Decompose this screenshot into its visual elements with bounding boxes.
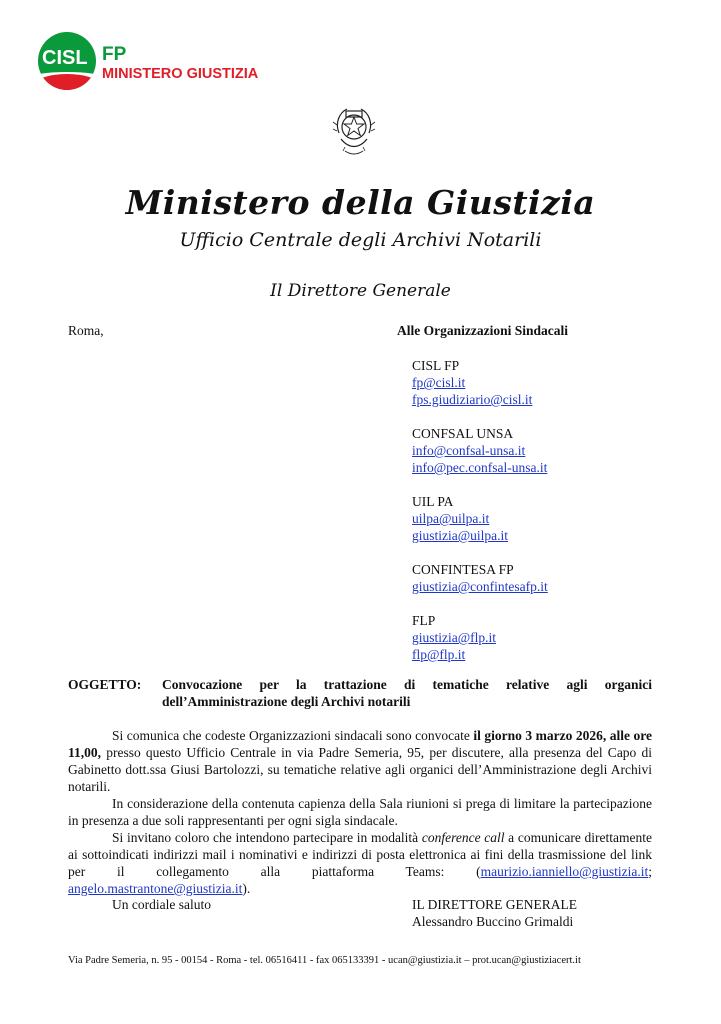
body-paragraph-3	[68, 829, 652, 897]
recipients-heading: Alle Organizzazioni Sindacali	[397, 323, 568, 338]
body-paragraph-2: In considerazione della contenuta capienza della Sala riunioni si prega di limitare la partecipazione in presenza a due soli rappresentanti per ogni sigla sindacale.	[68, 796, 652, 828]
recipient-name: CONFINTESA FP	[412, 562, 514, 577]
email-link-mastrantone[interactable]: angelo.mastrantone@giustizia.it	[68, 881, 243, 896]
recipient-name: CISL FP	[412, 358, 460, 373]
paragraph-text: Si comunica che codeste Organizzazioni sindacali sono convocate	[112, 728, 474, 743]
footer-contacts: Via Padre Semeria, n. 95 - 00154 - Roma - tel. 06516411 - fax 065133391 - ucan@giustizia.it – prot.ucan@giustiziacert.it	[68, 955, 581, 966]
recipient-email-link[interactable]: flp@flp.it	[412, 647, 466, 662]
recipient-email-link[interactable]: fp@cisl.it	[412, 375, 466, 390]
conference-call-text: conference call	[421, 830, 505, 845]
cisl-fp-logo	[38, 32, 268, 92]
signature-name: Alessandro Buccino Grimaldi	[412, 914, 574, 929]
paragraph-text: a comunicare direttamente ai sottoindicati indirizzi mail i nominativi e indirizzi di posta elettronica ai fini della trasmissione del link per il collegamento alla piattaforma Teams: (	[68, 830, 652, 879]
recipient-email-link[interactable]: uilpa@uilpa.it	[412, 511, 490, 526]
paragraph-text: Si invitano coloro che intendono partecipare in modalità	[112, 830, 422, 845]
recipient-email-link[interactable]: info@confsal-unsa.it	[412, 443, 526, 458]
recipient-name: UIL PA	[412, 494, 454, 509]
recipient-email-link[interactable]: giustizia@uilpa.it	[412, 528, 509, 543]
signature-title: IL DIRETTORE GENERALE	[412, 897, 577, 912]
meeting-date: il giorno 3 marzo 2026, alle ore 11,00,	[68, 728, 652, 760]
logo-fp-text: FP	[102, 44, 127, 65]
paragraph-end-text: ).	[242, 881, 251, 896]
director-heading: Il Direttore Generale	[270, 281, 451, 301]
place-date: Roma,	[68, 323, 104, 338]
recipient-email-link[interactable]: info@pec.confsal-unsa.it	[412, 460, 548, 475]
office-heading: Ufficio Centrale degli Archivi Notarili	[179, 229, 542, 251]
body-paragraph-1	[68, 727, 652, 795]
recipient-name: CONFSAL UNSA	[412, 426, 514, 441]
recipient-name: FLP	[412, 613, 436, 628]
paragraph-text: presso questo Ufficio Centrale in via Padre Semeria, 95, per discutere, alla presenza del Capo di Gabinetto dott.ssa Giusi Bartolozzi, su tematiche relative agli organici dell’Amministrazione degli Archivi notarili.	[68, 745, 652, 794]
emblema-repubblica-icon	[331, 103, 377, 157]
recipient-email-link[interactable]: fps.giudiziario@cisl.it	[412, 392, 533, 407]
recipient-email-link[interactable]: giustizia@flp.it	[412, 630, 497, 645]
recipient-email-link[interactable]: giustizia@confintesafp.it	[412, 579, 548, 594]
closing-greeting: Un cordiale saluto	[112, 897, 211, 912]
separator-text: ;	[648, 864, 652, 879]
subject-text: Convocazione per la trattazione di tematiche relative agli organici dell’Amministrazione degli Archivi notarili	[162, 677, 652, 709]
email-link-ianniello[interactable]: maurizio.ianniello@giustizia.it	[480, 864, 649, 879]
logo-cisl-text: CISL	[42, 47, 88, 69]
ministry-heading: Ministero della Giustizia	[125, 183, 596, 222]
logo-ministero-text: MINISTERO GIUSTIZIA	[102, 66, 259, 82]
subject-label: OGGETTO:	[68, 677, 142, 692]
